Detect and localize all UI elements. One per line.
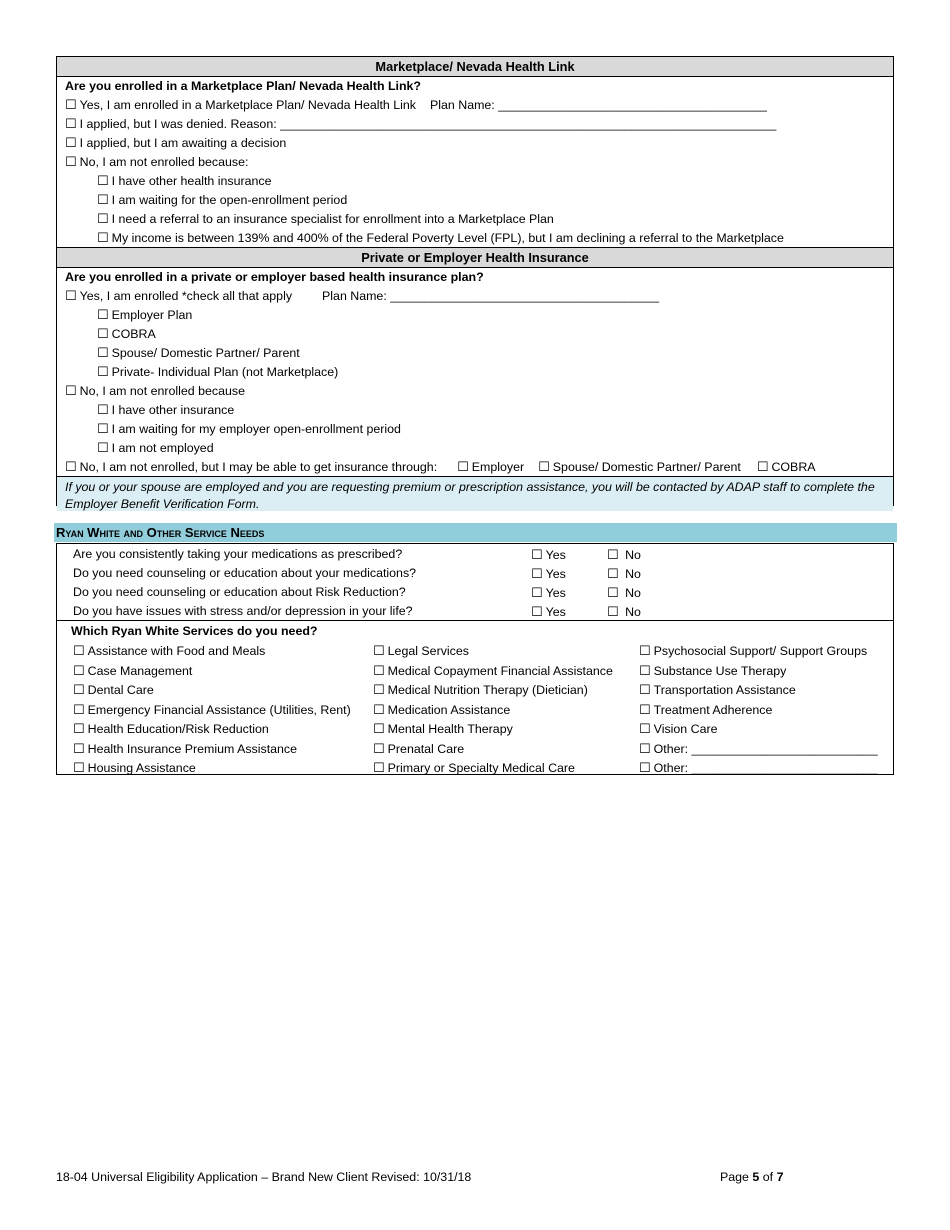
yes-no-questions [57, 544, 893, 621]
services-question: Which Ryan White Services do you need? [71, 624, 318, 638]
checkbox-icon[interactable]: ☐ [73, 662, 85, 678]
yes-no-row: Are you consistently taking your medications as prescribed? ☐ Yes ☐ No [57, 545, 893, 564]
checkbox-icon[interactable]: ☐ [97, 326, 109, 341]
private-yes-sub-option[interactable]: ☐ Private- Individual Plan (not Marketplace) [97, 364, 339, 379]
checkbox-icon[interactable]: ☐ [607, 604, 619, 619]
checkbox-icon[interactable]: ☐ [73, 682, 85, 697]
private-plan-name[interactable]: Plan Name: _______________________________________ [322, 289, 659, 303]
private-not-enrolled-option[interactable]: ☐ No, I am not enrolled because [65, 383, 245, 398]
services-column-3 [639, 641, 878, 778]
yes-option[interactable]: ☐ Yes [531, 604, 566, 619]
service-option[interactable]: ☐ Assistance with Food and Meals [73, 641, 351, 661]
checkbox-icon[interactable]: ☐ [639, 721, 651, 736]
footer-form-id: 18-04 Universal Eligibility Application – Brand New Client Revised: 10/31/18 [56, 1170, 472, 1184]
marketplace-question: Are you enrolled in a Marketplace Plan/ Nevada Health Link? [65, 79, 421, 93]
ryan-white-section [56, 543, 894, 775]
marketplace-awaiting-option[interactable]: ☐ I applied, but I am awaiting a decision [65, 135, 287, 150]
checkbox-icon[interactable]: ☐ [97, 402, 109, 417]
marketplace-sub-option[interactable]: ☐ I am waiting for the open-enrollment period [97, 192, 348, 207]
marketplace-not-enrolled-option[interactable]: ☐ No, I am not enrolled because: [65, 154, 249, 169]
service-option-other[interactable]: ☐ Other: ___________________________ [639, 739, 878, 759]
private-yes-option[interactable]: ☐ Yes, I am enrolled *check all that apply Plan Name: _______________________________________ [65, 288, 659, 303]
checkbox-icon[interactable]: ☐ [373, 721, 385, 736]
checkbox-icon[interactable]: ☐ [373, 682, 385, 697]
marketplace-yes-option[interactable]: ☐ Yes, I am enrolled in a Marketplace Plan/ Nevada Health Link Plan Name: _______________________________________ [65, 97, 767, 112]
marketplace-header: Marketplace/ Nevada Health Link [57, 57, 893, 77]
service-option[interactable]: ☐ Mental Health Therapy [373, 719, 613, 739]
yes-no-row: Do you need counseling or education about your medications? ☐ Yes ☐ No [57, 564, 893, 583]
checkbox-icon[interactable]: ☐ [97, 230, 109, 245]
services-column-1 [73, 641, 351, 778]
checkbox-icon[interactable]: ☐ [65, 459, 77, 474]
checkbox-icon[interactable]: ☐ [73, 740, 85, 756]
checkbox-icon[interactable]: ☐ [373, 662, 385, 678]
private-no-sub-option[interactable]: ☐ I am waiting for my employer open-enrollment period [97, 421, 401, 436]
checkbox-icon[interactable]: ☐ [65, 154, 77, 169]
checkbox-icon[interactable]: ☐ [531, 604, 543, 619]
checkbox-icon[interactable]: ☐ [373, 760, 385, 775]
private-yes-sub-option[interactable]: ☐ COBRA [97, 326, 156, 341]
checkbox-icon[interactable]: ☐ [97, 211, 109, 226]
service-option[interactable]: ☐ Case Management [73, 661, 351, 681]
checkbox-icon[interactable]: ☐ [97, 173, 109, 188]
private-may-get-option[interactable]: ☐ No, I am not enrolled, but I may be able to get insurance through: ☐ Employer ☐ Spouse/ Domestic Partner/ Parent ☐ COBRA [65, 459, 816, 474]
checkbox-icon[interactable]: ☐ [97, 345, 109, 360]
footer-page-number: Page 5 of 7 [720, 1170, 784, 1184]
marketplace-sub-option[interactable]: ☐ I have other health insurance [97, 173, 272, 188]
employer-verification-note: If you or your spouse are employed and you are requesting premium or prescription assistance, you will be contacted by ADAP staff to complete the Employer Benefit Verification Form. [57, 476, 893, 511]
checkbox-icon[interactable]: ☐ [373, 643, 385, 658]
checkbox-icon[interactable]: ☐ [97, 364, 109, 379]
checkbox-icon[interactable]: ☐ [639, 682, 651, 697]
yes-option[interactable]: ☐ Yes [531, 566, 566, 581]
service-option[interactable]: ☐ Legal Services [373, 641, 613, 661]
service-option[interactable]: ☐ Substance Use Therapy [639, 661, 878, 681]
checkbox-icon[interactable]: ☐ [65, 135, 77, 150]
private-no-sub-option[interactable]: ☐ I have other insurance [97, 402, 235, 417]
checkbox-icon[interactable]: ☐ [65, 116, 77, 131]
checkbox-icon[interactable]: ☐ [373, 701, 385, 717]
private-yes-sub-option[interactable]: ☐ Spouse/ Domestic Partner/ Parent [97, 345, 300, 360]
checkbox-icon[interactable]: ☐ [639, 643, 651, 658]
checkbox-icon[interactable]: ☐ [531, 566, 543, 581]
service-option[interactable]: ☐ Medication Assistance [373, 700, 613, 720]
checkbox-icon[interactable]: ☐ [756, 459, 769, 474]
checkbox-icon[interactable]: ☐ [97, 440, 109, 455]
checkbox-icon[interactable]: ☐ [373, 740, 385, 756]
private-question: Are you enrolled in a private or employer based health insurance plan? [65, 270, 484, 284]
service-option-other[interactable]: ☐ Other: ___________________________ [639, 758, 878, 778]
marketplace-sub-option[interactable]: ☐ I need a referral to an insurance specialist for enrollment into a Marketplace Plan [97, 211, 554, 226]
service-option[interactable]: ☐ Emergency Financial Assistance (Utilities, Rent) [73, 700, 351, 720]
private-header: Private or Employer Health Insurance [57, 247, 893, 268]
service-option[interactable]: ☐ Health Insurance Premium Assistance [73, 739, 351, 759]
service-option[interactable]: ☐ Psychosocial Support/ Support Groups [639, 641, 878, 661]
may-get-cobra: COBRA [771, 460, 816, 474]
no-option[interactable]: ☐ No [607, 547, 641, 562]
checkbox-icon[interactable]: ☐ [639, 760, 651, 775]
service-option[interactable]: ☐ Vision Care [639, 719, 878, 739]
checkbox-icon[interactable]: ☐ [65, 97, 77, 112]
yes-option[interactable]: ☐ Yes [531, 547, 566, 562]
ryan-white-title: Ryan White and Other Service Needs [54, 523, 897, 542]
checkbox-icon[interactable]: ☐ [65, 288, 77, 303]
checkbox-icon[interactable]: ☐ [97, 421, 109, 436]
may-get-employer: Employer [471, 460, 525, 474]
marketplace-plan-name[interactable]: Plan Name: _______________________________________ [430, 98, 767, 112]
service-option[interactable]: ☐ Treatment Adherence [639, 700, 878, 720]
yes-no-row: Do you have issues with stress and/or depression in your life? ☐ Yes ☐ No [57, 602, 893, 621]
checkbox-icon[interactable]: ☐ [97, 307, 109, 322]
checkbox-icon[interactable]: ☐ [97, 192, 109, 207]
private-yes-sub-option[interactable]: ☐ Employer Plan [97, 307, 193, 322]
marketplace-sub-option[interactable]: ☐ My income is between 139% and 400% of the Federal Poverty Level (FPL), but I am declining a referral to the Marketplace [97, 230, 784, 245]
insurance-section [56, 56, 894, 511]
marketplace-denied-option[interactable]: ☐ I applied, but I was denied. Reason: ________________________________________________________________________ [65, 116, 777, 131]
no-option[interactable]: ☐ No [607, 585, 641, 600]
checkbox-icon[interactable]: ☐ [639, 740, 651, 756]
no-option[interactable]: ☐ No [607, 604, 641, 619]
service-option[interactable]: ☐ Transportation Assistance [639, 680, 878, 700]
checkbox-icon[interactable]: ☐ [65, 383, 77, 398]
may-get-spouse: Spouse/ Domestic Partner/ Parent [552, 460, 741, 474]
service-option[interactable]: ☐ Health Education/Risk Reduction [73, 719, 351, 739]
checkbox-icon[interactable]: ☐ [73, 760, 85, 775]
checkbox-icon[interactable]: ☐ [73, 701, 85, 717]
yes-option[interactable]: ☐ Yes [531, 585, 566, 600]
checkbox-icon[interactable]: ☐ [73, 643, 85, 658]
service-option[interactable]: ☐ Medical Copayment Financial Assistance [373, 661, 613, 681]
checkbox-icon[interactable]: ☐ [607, 547, 619, 562]
service-option[interactable]: ☐ Dental Care [73, 680, 351, 700]
checkbox-icon[interactable]: ☐ [639, 701, 651, 717]
yes-no-row: Do you need counseling or education about Risk Reduction? ☐ Yes ☐ No [57, 583, 893, 602]
service-option[interactable]: ☐ Primary or Specialty Medical Care [373, 758, 613, 778]
checkbox-icon[interactable]: ☐ [531, 547, 543, 562]
checkbox-icon[interactable]: ☐ [531, 585, 543, 600]
checkbox-icon[interactable]: ☐ [607, 585, 619, 600]
checkbox-icon[interactable]: ☐ [639, 662, 651, 678]
private-no-sub-option[interactable]: ☐ I am not employed [97, 440, 214, 455]
checkbox-icon[interactable]: ☐ [607, 566, 619, 581]
no-option[interactable]: ☐ No [607, 566, 641, 581]
checkbox-icon[interactable]: ☐ [73, 721, 85, 736]
service-option[interactable]: ☐ Medical Nutrition Therapy (Dietician) [373, 680, 613, 700]
service-option[interactable]: ☐ Housing Assistance [73, 758, 351, 778]
service-option[interactable]: ☐ Prenatal Care [373, 739, 613, 759]
services-column-2 [373, 641, 613, 778]
checkbox-icon[interactable]: ☐ [538, 459, 550, 474]
checkbox-icon[interactable]: ☐ [457, 459, 469, 474]
